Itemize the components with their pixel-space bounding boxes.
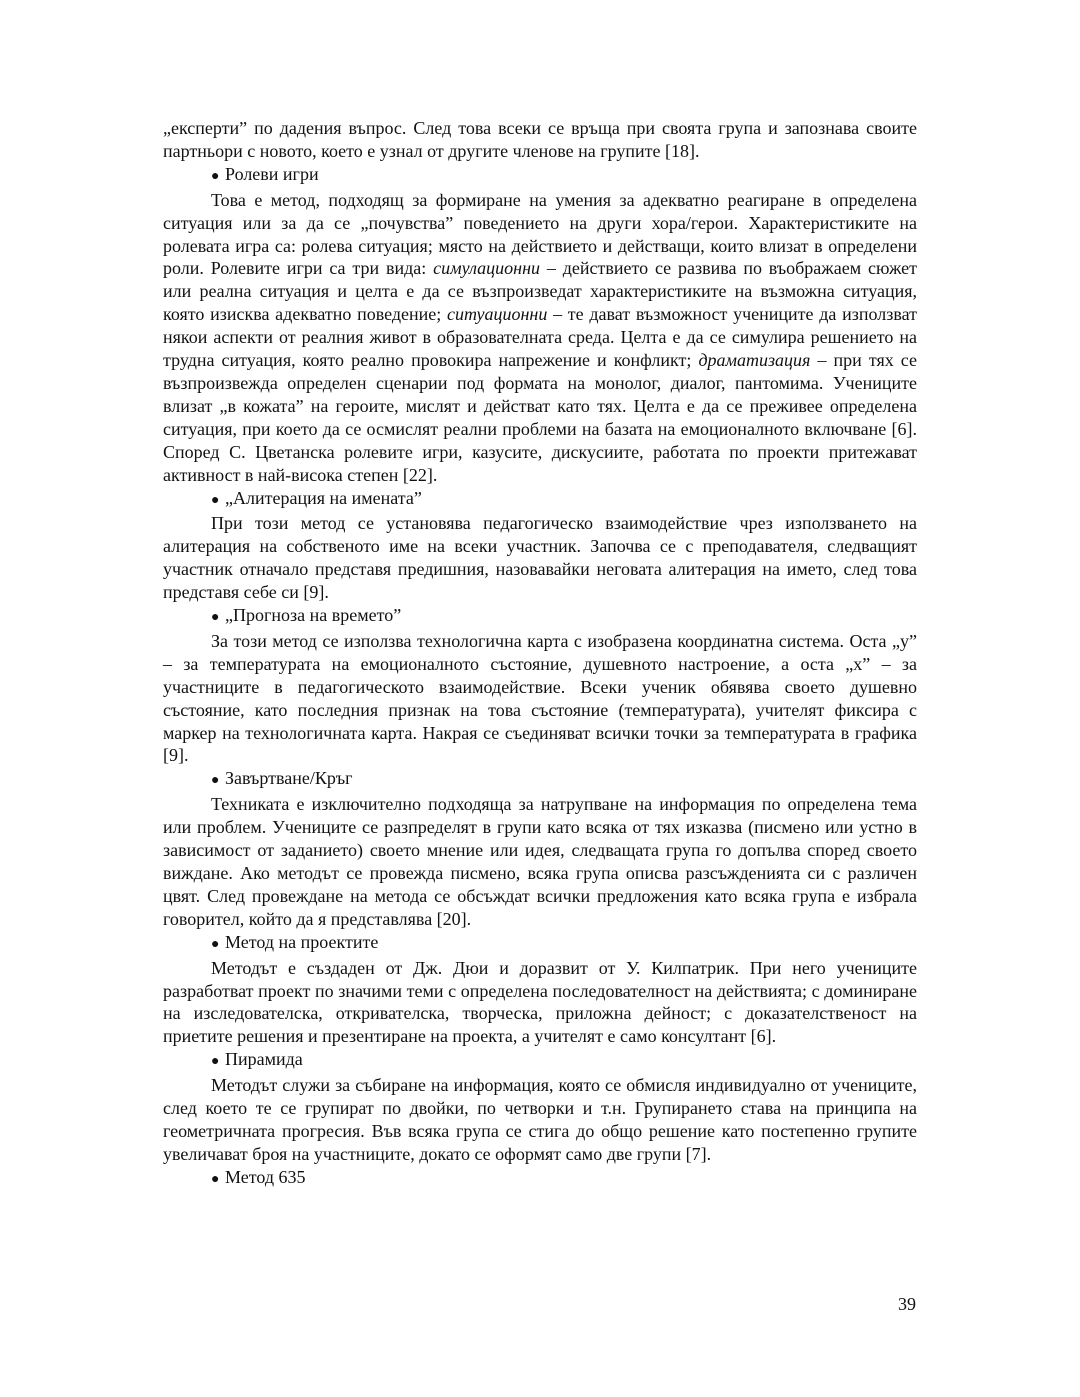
bullet-heading	[163, 163, 917, 189]
paragraph-text: – те дават възможност учениците да използват някои аспекти от реалния живот в образователната среда. Целта е да се симулира решението на трудна ситуация, която реално провокира напрежение и конфликт;	[163, 304, 917, 371]
paragraph: Методът е създаден от Дж. Дюи и доразвит от У. Килпатрик. При него учениците разработват проект по значими теми с определена последователност на действията; с доминиране на изследователска, откривателска, творческа, приложна дейност; с доказателственост на приетите решения и презентиране на проекта, а учителят е само консултант [6].	[163, 957, 917, 1047]
bullet-heading-text: Пирамида	[225, 1049, 303, 1070]
emphasized-term: симулационни	[433, 258, 541, 279]
paragraph: За този метод се използва технологична карта с изобразена координатна система. Оста „у” – за температурата на емоционалното състояние, душевното настроение, а оста „х” – за участниците в педагогическото взаимодействие. Всеки ученик обявява своето душевно състояние, като последния признак на това състояние (температурата), учителят фиксира с маркер на технологичната карта. Накрая се съединяват всички точки за температурата в графика [9].	[163, 630, 917, 766]
bullet-heading	[163, 487, 917, 513]
bullet-icon: ●	[211, 492, 220, 508]
bullet-icon: ●	[211, 610, 220, 626]
bullet-icon: ●	[211, 1054, 220, 1070]
paragraph: Техниката е изключително подходяща за натрупване на информация по определена тема или проблем. Учениците се разпределят в групи като всяка от тях изказва (писмено или устно в зависимост от заданието) своето мнение или идея, следващата група го допълва според своето виждане. Ако методът се провежда писмено, всяка група описва разсъжденията си с различен цвят. След провеждане на метода се обсъждат всички предложения като всяка група е избрала говорител, който да я представлява [20].	[163, 794, 917, 929]
bullet-heading	[163, 1166, 917, 1192]
bullet-heading	[163, 604, 917, 630]
bullet-heading	[163, 931, 917, 957]
paragraph	[163, 189, 917, 487]
bullet-icon: ●	[211, 936, 220, 952]
bullet-heading-text: „Прогноза на времето”	[225, 605, 402, 626]
bullet-heading-text: Метод на проектите	[225, 931, 379, 952]
bullet-heading-text: Метод 635	[225, 1166, 306, 1187]
bullet-heading	[163, 1048, 917, 1074]
bullet-icon: ●	[211, 1171, 220, 1187]
emphasized-term: ситуационни	[446, 304, 548, 325]
document-body	[163, 117, 917, 1192]
bullet-icon: ●	[211, 773, 220, 789]
paragraph-text: – действието се развива по въображаем сюжет или реална ситуация и целта е да се възпроизведат характеристиките на възможна ситуация, която изисква адекватно поведение;	[163, 258, 917, 325]
paragraph: „експерти” по дадения въпрос. След това всеки се връща при своята група и запознава своите партньори с новото, което е узнал от другите членове на групите [18].	[163, 118, 917, 161]
paragraph-text: – при тях се възпроизвежда определен сценарии под формата на монолог, диалог, пантомима. Учениците влизат „в кожата” на героите, мислят и действат като тях. Целта е да се преживее определена ситуация, при което да се осмислят реални проблеми на базата на емоционалното включване [6]. Според С. Цветанска ролевите игри, казусите, дискусиите, работата по проекти притежават активност в най-висока степен [22].	[163, 350, 917, 485]
emphasized-term: драматизация	[698, 350, 811, 371]
paragraph: При този метод се установява педагогическо взаимодействие чрез използването на алитерация на собственото име на всеки участник. Започва се с преподавателя, следващият участник отначало представя предишния, назовавайки неговата алитерация на името, след това представя себе си [9].	[163, 513, 917, 603]
bullet-heading	[163, 767, 917, 793]
page-number: 39	[898, 1294, 916, 1314]
bullet-heading-text: „Алитерация на имената”	[225, 487, 422, 508]
bullet-heading-text: Завъртване/Кръг	[225, 768, 353, 789]
bullet-icon: ●	[211, 168, 220, 184]
paragraph: Методът служи за събиране на информация, която се обмисля индивидуално от учениците, след което те се групират по двойки, по четворки и т.н. Групирането става на принципа на геометричната прогресия. Във всяка група се стига до общо решение като постепенно групите увеличават броя на участниците, докато се оформят само две групи [7].	[163, 1075, 917, 1164]
bullet-heading-text: Ролеви игри	[225, 163, 319, 184]
paragraph-text: Това е метод, подходящ за формиране на умения за адекватно реагиране в определена ситуация или за да се „почувства” поведението на други хора/герои. Характеристиките на ролевата игра са: ролева ситуация; място на действието и действащи, които влизат в определени роли. Ролевите игри са три вида:	[163, 189, 917, 279]
